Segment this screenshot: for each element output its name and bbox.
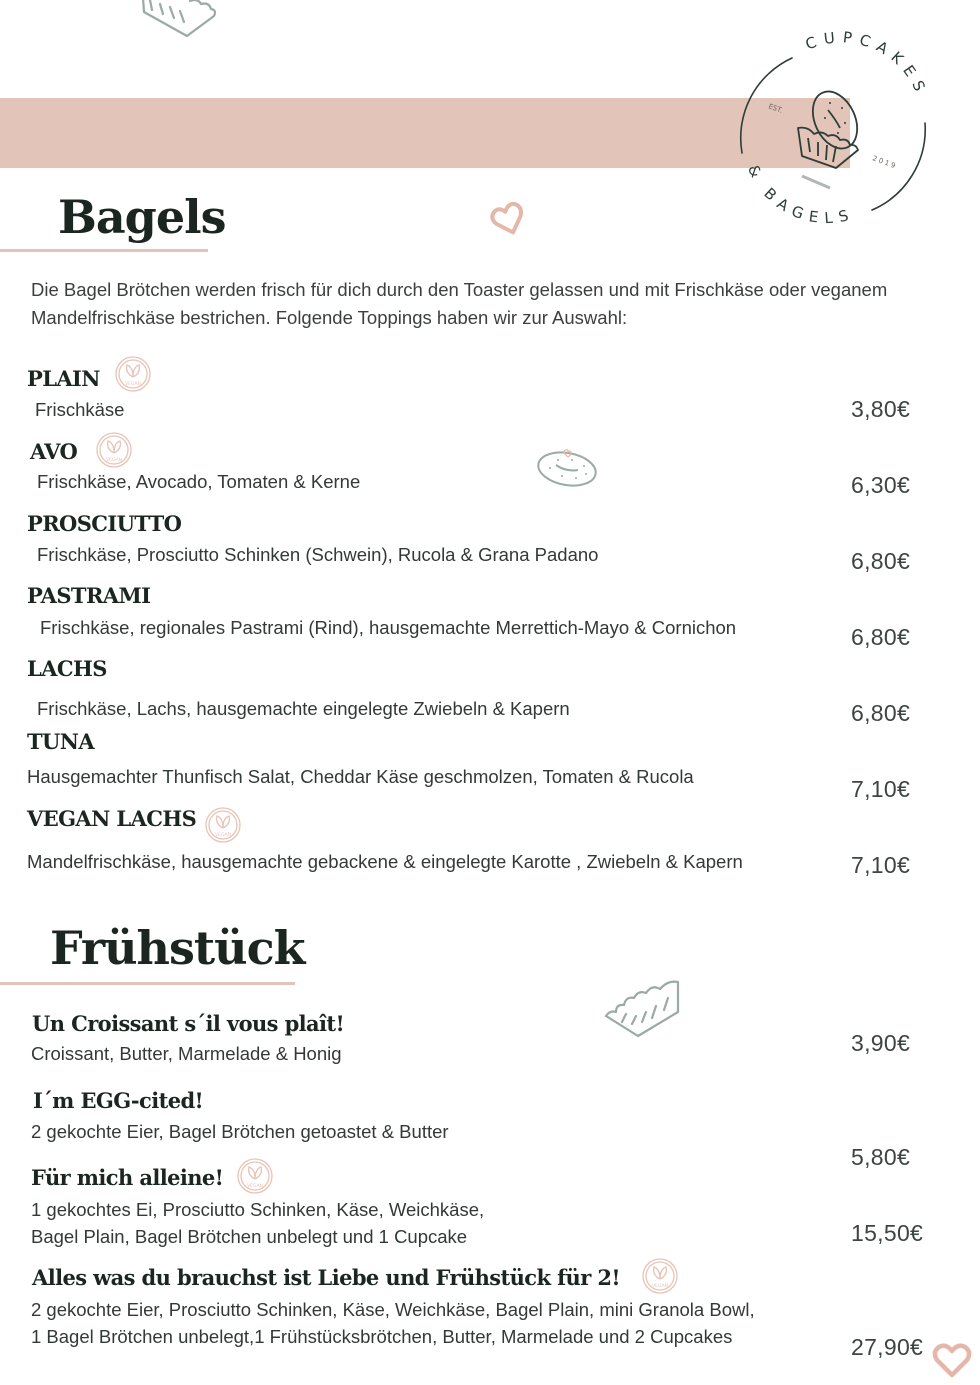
logo-est-label: EST. (767, 102, 784, 115)
logo-top-text: CUPCAKES (803, 28, 932, 101)
menu-item-description: Frischkäse (35, 399, 125, 420)
menu-item-price: 7,10€ (851, 852, 911, 878)
menu-item-name: LACHS (27, 656, 107, 681)
menu-item-name: AVO (30, 439, 78, 464)
menu-item-description: 2 gekochte Eier, Prosciutto Schinken, Käse, Weichkäse, Bagel Plain, mini Granola Bowl, (31, 1299, 755, 1320)
vegan-badge-icon (204, 806, 242, 844)
menu-item-name: Alles was du brauchst ist Liebe und Frühstück für 2! (32, 1265, 621, 1290)
section-underline-fruehstueck (0, 982, 295, 985)
logo-year: 2019 (871, 154, 899, 171)
menu-item-price: 6,80€ (851, 548, 911, 574)
menu-item-price: 6,80€ (851, 700, 911, 726)
croissant-icon (602, 978, 684, 1040)
menu-item-description: Bagel Plain, Bagel Brötchen unbelegt und 1 Cupcake (31, 1226, 468, 1247)
menu-item-description: Frischkäse, Avocado, Tomaten & Kerne (37, 471, 361, 492)
menu-item-price: 7,10€ (851, 776, 911, 802)
menu-item-description: Mandelfrischkäse, hausgemachte gebackene & eingelegte Karotte , Zwiebeln & Kapern (27, 851, 743, 872)
svg-text:VEGAN: VEGAN (106, 458, 122, 463)
vegan-badge-icon (95, 431, 133, 469)
svg-text:VEGAN: VEGAN (215, 833, 231, 838)
vegan-badge-icon (641, 1257, 679, 1295)
menu-item-name: VEGAN LACHS (27, 806, 197, 831)
brand-logo (730, 28, 935, 233)
menu-item-description: Frischkäse, regionales Pastrami (Rind), hausgemachte Merrettich-Mayo & Cornichon (40, 617, 737, 638)
svg-text:VEGAN: VEGAN (652, 1284, 668, 1289)
menu-item-price: 27,90€ (851, 1334, 924, 1360)
heart-icon (930, 1340, 974, 1380)
menu-item-description: Frischkäse, Lachs, hausgemachte eingelegte Zwiebeln & Kapern (37, 698, 570, 719)
menu-item-description: 1 Bagel Brötchen unbelegt,1 Frühstücksbrötchen, Butter, Marmelade und 2 Cupcakes (31, 1326, 733, 1347)
bagels-intro-text: Die Bagel Brötchen werden frisch für dich durch den Toaster gelassen und mit Frischkäse oder veganem Mandelfrischkäse bestrichen. Folgende Toppings haben wir zur Auswahl: (31, 279, 888, 328)
vegan-badge-icon (114, 355, 152, 393)
menu-item-name: TUNA (27, 729, 95, 754)
menu-item-name: Un Croissant s´il vous plaît! (32, 1011, 345, 1036)
cupcake-liner-icon (138, 0, 220, 42)
menu-item-name: PLAIN (27, 366, 100, 391)
menu-item-name: I´m EGG-cited! (33, 1088, 204, 1113)
header-accent-band (0, 98, 850, 168)
menu-item-price: 5,80€ (851, 1144, 911, 1170)
heart-icon (489, 202, 529, 238)
section-underline-bagels (0, 249, 208, 252)
section-title-bagels: Bagels (58, 190, 226, 244)
menu-item-price: 15,50€ (851, 1220, 924, 1246)
menu-item-description: Croissant, Butter, Marmelade & Honig (31, 1043, 342, 1064)
menu-item-description: Frischkäse, Prosciutto Schinken (Schwein), Rucola & Grana Padano (37, 544, 599, 565)
menu-item-name: PROSCIUTTO (27, 511, 182, 536)
bagel-icon (536, 448, 600, 490)
menu-item-description: 2 gekochte Eier, Bagel Brötchen getoastet & Butter (31, 1121, 449, 1142)
menu-item-price: 6,30€ (851, 472, 911, 498)
menu-item-price: 6,80€ (851, 624, 911, 650)
menu-item-name: PASTRAMI (27, 583, 151, 608)
menu-item-description: Hausgemachter Thunfisch Salat, Cheddar Käse geschmolzen, Tomaten & Rucola (27, 766, 694, 787)
menu-item-price: 3,90€ (851, 1030, 911, 1056)
vegan-badge-icon (236, 1157, 274, 1195)
svg-text:& BAGELS (744, 162, 857, 227)
menu-item-price: 3,80€ (851, 396, 911, 422)
logo-cupcake-bagel-icon (798, 84, 866, 168)
logo-bottom-text: & BAGELS (743, 161, 858, 228)
menu-item-name: Für mich alleine! (31, 1165, 224, 1190)
section-title-fruehstueck: Frühstück (50, 921, 305, 975)
svg-text:CUPCAKES (803, 28, 931, 100)
menu-item-description: 1 gekochtes Ei, Prosciutto Schinken, Käse, Weichkäse, (31, 1199, 485, 1220)
svg-text:VEGAN: VEGAN (247, 1184, 263, 1189)
svg-text:VEGAN: VEGAN (125, 382, 141, 387)
